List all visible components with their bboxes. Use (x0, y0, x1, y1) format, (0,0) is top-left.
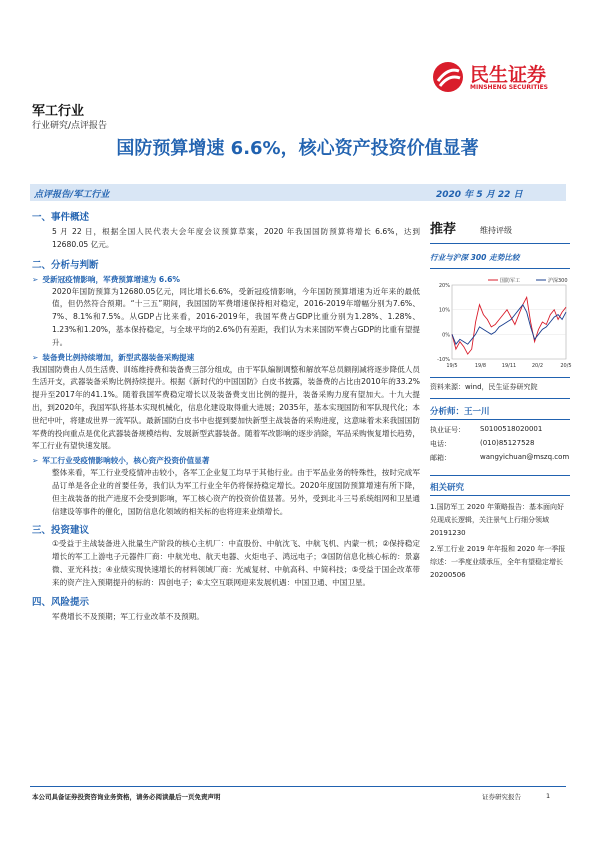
main-column (32, 209, 420, 623)
footer-brand: 证券研究报告 (482, 793, 521, 801)
x-tick-label: 19/8 (474, 363, 487, 369)
rating-row (430, 218, 570, 237)
x-tick-label: 19/5 (446, 363, 458, 369)
section-heading: 四、风险提示 (32, 596, 90, 608)
logo-mark-icon (432, 61, 464, 93)
paragraph: 2020年国防预算为12680.05亿元，同比增长6.6%，受新冠疫情影响，今年国防预算增速为近年来的最低值，但仍然符合预期。“十三五”期间，我国国防军费增速保持相对稳定，2016-2019年增幅分别为7.6%、7%、8.1%和7.5%。从GDP占比来看，2016-2019年，我国军费占GDP比重分别为1.28%、1.28%、1.23%和1.20%，基本保持稳定，与全球平均的2.6%仍有差距，我们认为未来国防军费占GDP的比重有望提升。 (52, 286, 420, 347)
page-title: 国防预算增速 6.6%，核心资产投资价值显著 (116, 138, 479, 159)
analyst-row (430, 425, 570, 439)
footer-rule (30, 786, 566, 787)
divider (430, 398, 570, 399)
y-tick-label: -10% (437, 357, 450, 363)
bullet-title: 军工行业受疫情影响较小，核心资产投资价值显著 (42, 456, 210, 466)
divider (430, 377, 570, 378)
divider (430, 268, 570, 269)
y-tick-label: 20% (438, 283, 450, 289)
paragraph: ①受益于主战装备进入批量生产阶段的核心主机厂：中直股份、中航沈飞、中航飞机、内蒙一机；②保持稳定增长的军工上游电子元器件厂商：中航光电、航天电器、火炬电子、鸿远电子；③国防信息化核心标的：景嘉微、亚光科技；④业绩实现快速增长的材料领域厂商：光威复材、中航高科、中简科技；⑤受益于国企改革带来的资产注入预期提升的标的：四创电子；⑥太空互联网迎来发展机遇：中国卫通、中国卫星。 (52, 539, 420, 587)
analyst-key: 邮箱： (430, 454, 451, 462)
logo-en: MINSHENG SECURITIES (470, 84, 548, 91)
paragraph: 我国国防费由人员生活费、训练维持费和装备费三部分组成，由于军队编制调整和解放军总员额削减将逐步降低人员生活开支，武器装备采购比例持续提升。根据《新时代的中国国防》白皮书披露，装备费的占比由2010年的33.2%提升至2017年的41.1%。随着我国军费稳定增长以及装备费支出比例的提升，装备采购力度有望加大。十九大提出，到2020年，我国军队将基本实现机械化，信息化建设取得重大进展；2035年，基本实现国防和军队现代化；本世纪中叶，将建成世界一流军队。最新国防白皮书中也提到要加快新型主战装备的采购进度，这意味着未来我国国防军费的投向重点是优化武器装备规模结构、发展新型武器装备。随着军改影响的逐步消除，军品采购恢复增长趋势，军工行业有望快速发展。 (32, 364, 420, 451)
analyst-row (430, 439, 570, 453)
section-heading: 一、事件概述 (32, 212, 90, 223)
y-tick-label: 10% (438, 307, 450, 314)
x-tick-label: 20/5 (560, 363, 572, 369)
related-item[interactable]: 1.国防军工 2020 年策略报告：基本面向好兑现成长逻辑，关注景气上行细分领域 20191230 (430, 503, 564, 537)
chart-title: 行业与沪深 300 走势比较 (430, 253, 520, 262)
chevron-icon: ➢ (32, 352, 39, 362)
bullet-title: 装备费比例持续增加，新型武器装备采购提速 (42, 352, 195, 362)
industry-label: 军工行业 (32, 104, 85, 119)
divider (430, 475, 570, 476)
bullet-title: 受新冠疫情影响，军费预算增速为 6.6% (42, 274, 180, 284)
chart-source: 资料来源：wind，民生证券研究院 (430, 383, 538, 391)
related-item[interactable]: 2.军工行业 2019 年年报和 2020 年一季报综述：一季度业绩承压，全年有望稳定增长 20200506 (430, 545, 566, 579)
bullet-heading (32, 352, 420, 363)
divider (430, 495, 570, 496)
bullet-heading (32, 274, 420, 285)
report-date: 2020 年 5 月 22 日 (436, 190, 523, 200)
x-tick-label: 20/2 (531, 363, 544, 369)
legend-label: 国防军工 (500, 278, 521, 284)
series-line-0 (452, 297, 566, 354)
analyst-title: 分析师：王一川 (430, 407, 490, 417)
divider (430, 243, 570, 244)
paragraph: 整体来看，军工行业受疫情冲击较小，各军工企业复工均早于其他行业。由于军品业务的特殊性，按时完成军品订单是各企业的首要任务，我们认为军工行业全年仍将保持稳定增长。2020年度国防预算增速有所下降，但主战装备的批产进度不会受到影响，军工核心资产的投资价值显著。另外，受到北斗三号系统组网和卫星通信建设等事件的催化，国防信息化领域的相关标的也将迎来业绩增长。 (52, 468, 420, 516)
paragraph: 5 月 22 日，根据全国人民代表大会年度会议预算草案，2020 年我国国防预算将增长 6.6%，达到 12680.05 亿元。 (52, 227, 420, 249)
related-title: 相关研究 (430, 483, 465, 493)
analyst-value[interactable]: wangyichuan@mszq.com (480, 453, 570, 461)
page-number: 1 (546, 792, 551, 800)
footer-disclaimer: 本公司具备证券投资咨询业务资格，请务必阅读最后一页免责声明 (32, 793, 221, 801)
paragraph: 军费增长不及预期；军工行业改革不及预期。 (52, 611, 204, 621)
analyst-value: (010)85127528 (480, 439, 535, 447)
analyst-value: S0100518020001 (480, 425, 543, 433)
analyst-key: 电话： (430, 440, 451, 448)
trend-chart (430, 273, 570, 373)
bar-left-label: 点评报告/军工行业 (34, 190, 110, 200)
logo-cn: 民生证券 (470, 64, 547, 86)
series-line-1 (452, 305, 566, 345)
rating-label: 推荐 (430, 222, 457, 237)
legend-label: 沪深300 (548, 278, 568, 284)
rating-value: 维持评级 (480, 226, 513, 235)
analyst-row (430, 453, 570, 467)
divider (430, 419, 570, 420)
bullet-heading (32, 455, 420, 466)
analyst-key: 执业证号： (430, 426, 465, 434)
chevron-icon: ➢ (32, 274, 39, 284)
chevron-icon: ➢ (32, 456, 39, 466)
section-heading: 二、分析与判断 (32, 259, 99, 271)
analyst-info (430, 425, 570, 467)
y-tick-label: 0% (442, 332, 450, 339)
sidebar (430, 218, 570, 582)
logo (432, 57, 567, 97)
x-tick-label: 19/11 (501, 363, 517, 369)
report-type: 行业研究/点评报告 (32, 121, 108, 131)
plot-frame (452, 285, 566, 359)
section-heading: 三、投资建议 (32, 525, 90, 537)
